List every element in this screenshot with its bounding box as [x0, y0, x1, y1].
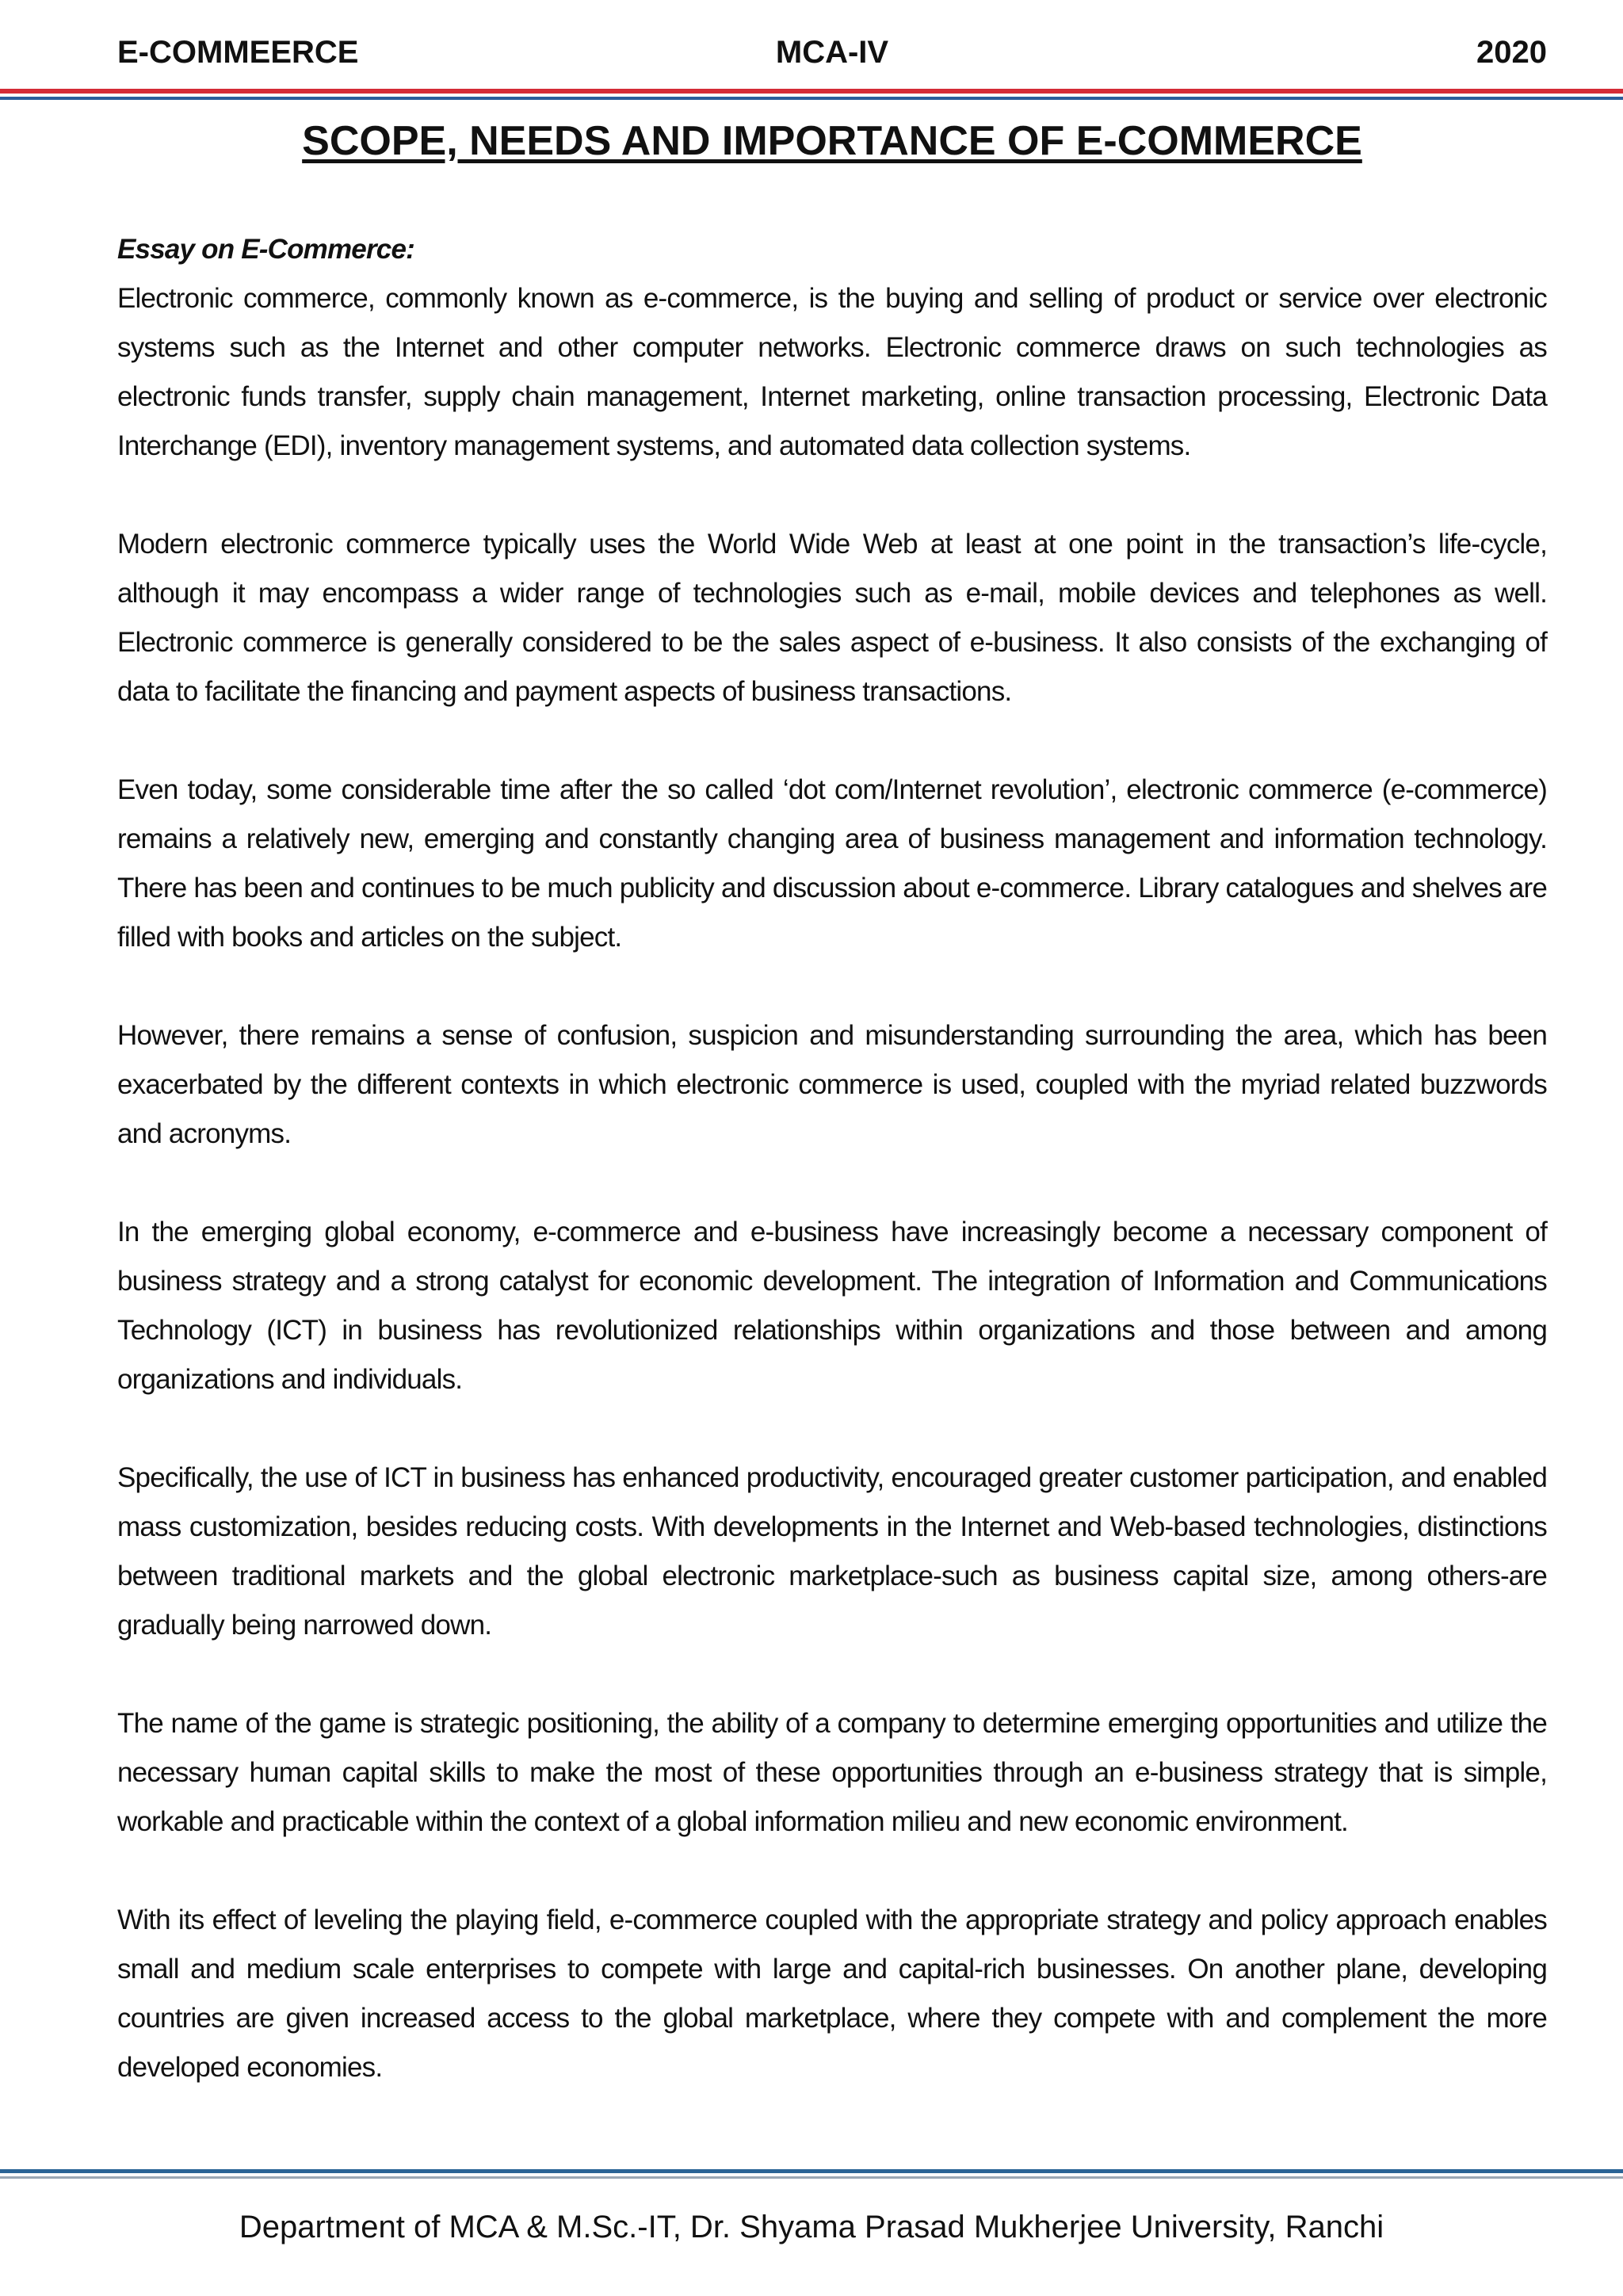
footer-divider-grey [0, 2176, 1623, 2179]
paragraph: The name of the game is strategic positioning, the ability of a company to determine emerging opportunities and utilize the necessary human capital skills to make the most of these opportunities through an e-business strategy that is simple, workable and practicable within the context of a global information milieu and new economic environment. [117, 1708, 1547, 1837]
paragraph: However, there remains a sense of confusion, suspicion and misunderstanding surrounding the area, which has been exacerbated by the different contexts in which electronic commerce is used, coupled with the myriad related buzzwords and acronyms. [117, 1020, 1547, 1149]
document-body [117, 225, 1547, 2092]
paragraph: In the emerging global economy, e-commerce and e-business have increasingly become a necessary component of business strategy and a strong catalyst for economic development. The integration of Information and Communications Technology (ICT) in business has revolutionized relationships within organizations and those between and among organizations and individuals. [117, 1217, 1547, 1395]
paragraph: With its effect of leveling the playing field, e-commerce coupled with the appropriate strategy and policy approach enables small and medium scale enterprises to compete with large and capital-rich businesses. On another plane, developing countries are given increased access to the global marketplace, where they compete with and complement the more developed economies. [117, 1904, 1547, 2083]
header-divider-blue [0, 97, 1623, 100]
paragraph: Modern electronic commerce typically uses the World Wide Web at least at one point in the transaction’s life-cycle, although it may encompass a wider range of technologies such as e-mail, mobile devices and telephones as well. Electronic commerce is generally considered to be the sales aspect of e-business. It also consists of the exchanging of data to facilitate the financing and payment aspects of business transactions. [117, 529, 1547, 707]
paragraph: Electronic commerce, commonly known as e-commerce, is the buying and selling of product or service over electronic systems such as the Internet and other computer networks. Electronic commerce draws on such technologies as electronic funds transfer, supply chain management, Internet marketing, online transaction processing, Electronic Data Interchange (EDI), inventory management systems, and automated data collection systems. [117, 283, 1547, 461]
header-course: E-COMMEERCE [117, 35, 359, 70]
essay-heading: Essay on E-Commerce: [117, 234, 414, 265]
header-year: 2020 [1476, 35, 1547, 70]
page-title: SCOPE, NEEDS AND IMPORTANCE OF E-COMMERCE [302, 118, 1362, 164]
page-footer: Department of MCA & M.Sc.-IT, Dr. Shyama Prasad Mukherjee University, Ranchi [239, 2210, 1384, 2244]
page-header [117, 35, 1547, 82]
footer-divider-blue [0, 2169, 1623, 2173]
header-program: MCA-IV [775, 35, 889, 70]
header-divider-red [0, 89, 1623, 94]
paragraph: Even today, some considerable time after the so called ‘dot com/Internet revolution’, electronic commerce (e-commerce) remains a relatively new, emerging and constantly changing area of business management and information technology. There has been and continues to be much publicity and discussion about e-commerce. Library catalogues and shelves are filled with books and articles on the subject. [117, 774, 1547, 953]
paragraph: Specifically, the use of ICT in business has enhanced productivity, encouraged greater customer participation, and enabled mass customization, besides reducing costs. With developments in the Internet and Web-based technologies, distinctions between traditional markets and the global electronic marketplace-such as business capital size, among others-are gradually being narrowed down. [117, 1462, 1547, 1641]
